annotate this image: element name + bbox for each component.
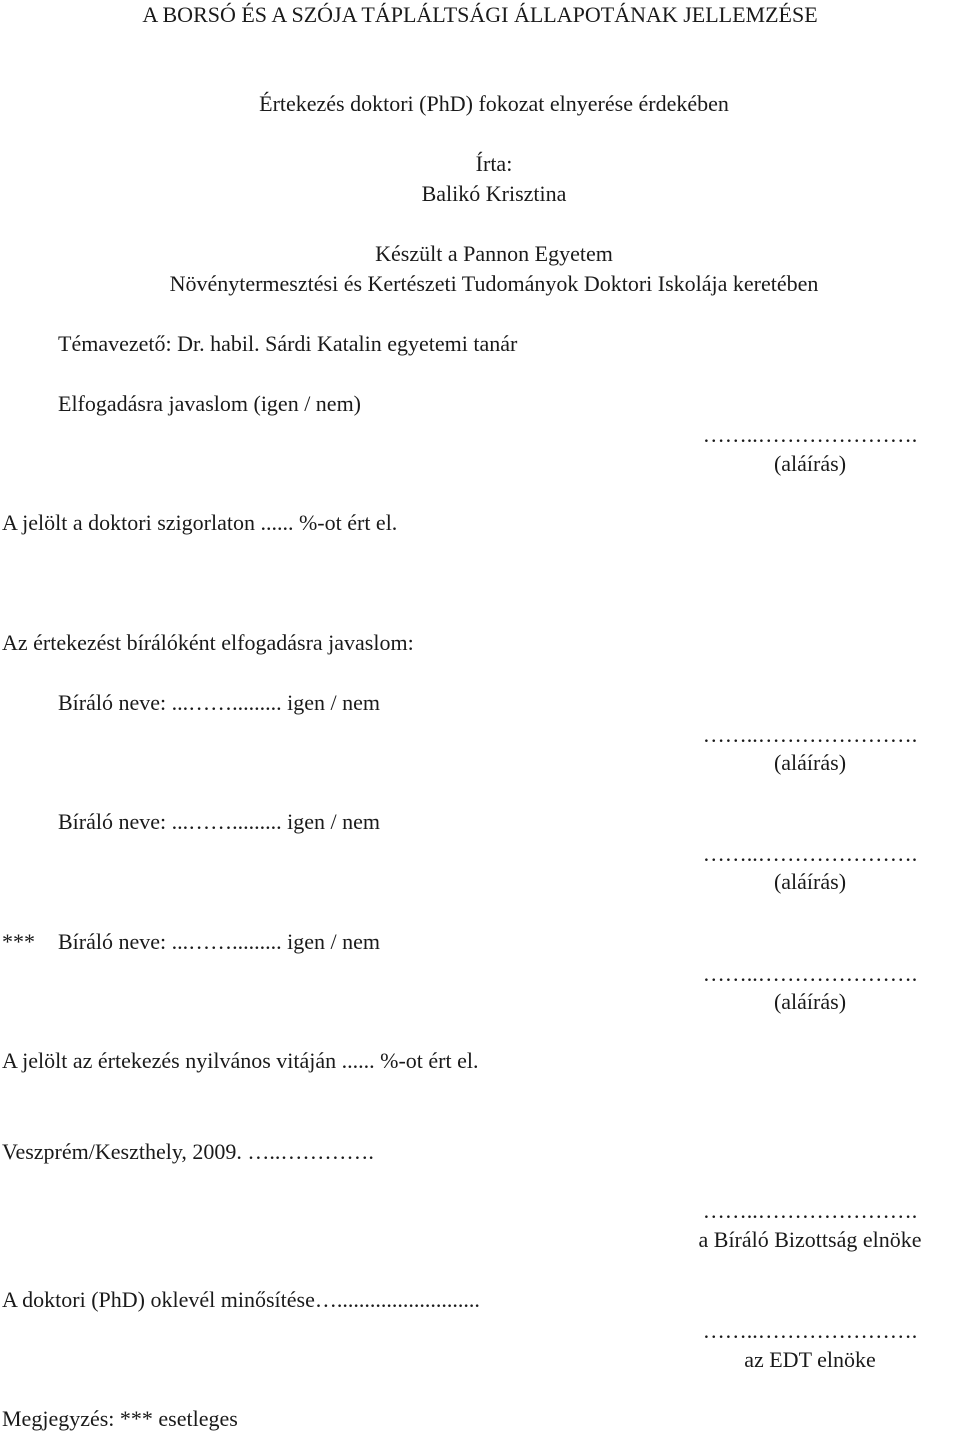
reviewer-line-2: Bíráló neve: ...……......... igen / nem	[58, 809, 380, 834]
qualification-line: A doktori (PhD) oklevél minősítése…..........................	[2, 1287, 480, 1312]
signature-label-reviewer-2: (aláírás)	[773, 869, 847, 894]
signature-dots-reviewer-3: ……..………………….	[702, 961, 918, 986]
reviewer-line-1: Bíráló neve: ...……......... igen / nem	[58, 690, 380, 715]
document-title: A BORSÓ ÉS A SZÓJA TÁPLÁLTSÁGI ÁLLAPOTÁNAK JELLEMZÉSE	[142, 2, 818, 27]
institution-line-1: Készült a Pannon Egyetem	[375, 241, 613, 266]
footnote: Megjegyzés: *** esetleges	[2, 1406, 238, 1431]
reviewer-optional-marker: ***	[2, 929, 35, 954]
exam-result-line: A jelölt a doktori szigorlaton ...... %-ot ért el.	[2, 510, 398, 535]
supervisor-recommendation: Elfogadásra javaslom (igen / nem)	[58, 391, 362, 416]
edt-chair-label: az EDT elnöke	[744, 1347, 876, 1372]
signature-dots-edt-chair: ……..………………….	[702, 1318, 918, 1343]
signature-label-reviewer-1: (aláírás)	[773, 750, 847, 775]
place-date-line: Veszprém/Keszthely, 2009. …..………….	[2, 1139, 374, 1164]
signature-dots-committee-chair: ……..………………….	[702, 1198, 918, 1223]
institution-line-2: Növénytermesztési és Kertészeti Tudományok Doktori Iskolája keretében	[169, 271, 819, 296]
author-label: Írta:	[475, 151, 513, 176]
signature-label-supervisor: (aláírás)	[773, 451, 847, 476]
signature-dots-supervisor: ……..………………….	[702, 422, 918, 447]
reviewers-intro: Az értekezést bírálóként elfogadásra javaslom:	[2, 630, 414, 655]
signature-dots-reviewer-1: ……..………………….	[702, 722, 918, 747]
signature-dots-reviewer-2: ……..………………….	[702, 841, 918, 866]
signature-label-reviewer-3: (aláírás)	[773, 989, 847, 1014]
reviewer-line-3: Bíráló neve: ...……......... igen / nem	[58, 929, 380, 954]
author-name: Balikó Krisztina	[421, 181, 567, 206]
committee-chair-label: a Bíráló Bizottság elnöke	[698, 1227, 922, 1252]
defense-result-line: A jelölt az értekezés nyilvános vitáján ...... %-ot ért el.	[2, 1048, 479, 1073]
document-subtitle: Értekezés doktori (PhD) fokozat elnyerése érdekében	[259, 91, 729, 116]
supervisor-line: Témavezető: Dr. habil. Sárdi Katalin egyetemi tanár	[58, 331, 518, 356]
